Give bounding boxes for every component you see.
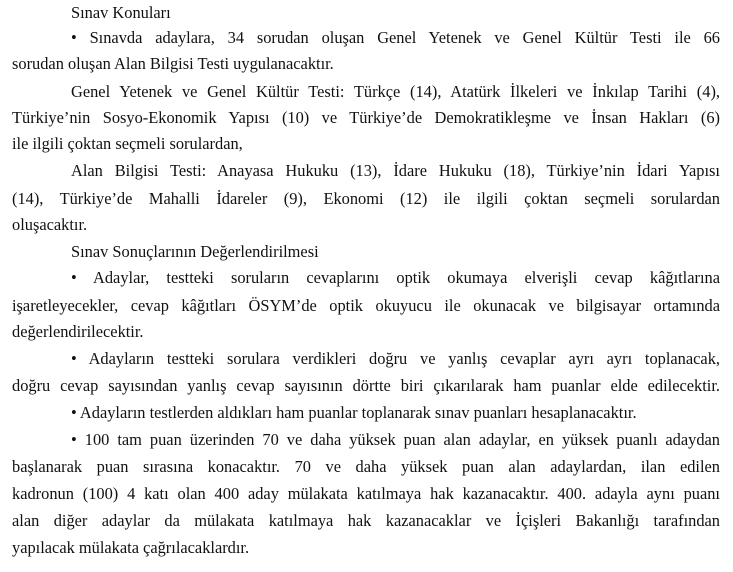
- paragraph-line: ile ilgili çoktan seçmeli sorulardan,: [12, 134, 243, 153]
- section-heading-sinav-konulari: Sınav Konuları: [71, 3, 171, 22]
- paragraph-line: başlanarak puan sırasına konacaktır. 70 ve daha yüksek puan alan adaylardan, ilan edilen: [12, 457, 720, 476]
- paragraph-line: değerlendirilecektir.: [12, 322, 144, 341]
- paragraph-line: işaretleyecekler, cevap kâğıtları ÖSYM’de optik okuyucu ile okunacak ve bilgisayar ortamında: [12, 296, 720, 315]
- paragraph-line: • Sınavda adaylara, 34 sorudan oluşan Genel Yetenek ve Genel Kültür Testi ile 66: [71, 28, 720, 47]
- paragraph-line: sorudan oluşan Alan Bilgisi Testi uygulanacaktır.: [12, 54, 334, 73]
- paragraph-line: Alan Bilgisi Testi: Anayasa Hukuku (13), İdare Hukuku (18), Türkiye’nin İdari Yapısı: [71, 161, 720, 180]
- paragraph-line: Türkiye’nin Sosyo-Ekonomik Yapısı (10) ve Türkiye’de Demokratikleşme ve İnsan Hakları (6): [12, 108, 720, 127]
- paragraph-line: Genel Yetenek ve Genel Kültür Testi: Türkçe (14), Atatürk İlkeleri ve İnkılap Tarihi (4),: [71, 82, 720, 101]
- paragraph-line: • Adaylar, testteki soruların cevaplarını optik okumaya elverişli cevap kâğıtlarına: [71, 268, 720, 287]
- paragraph-line: oluşacaktır.: [12, 215, 88, 234]
- paragraph-line: doğru cevap sayısından yanlış cevap sayısının dörtte biri çıkarılarak ham puanlar elde edilecektir.: [12, 376, 720, 395]
- paragraph-line: yapılacak mülakata çağrılacaklardır.: [12, 538, 250, 557]
- paragraph-line: alan diğer adaylar da mülakata katılmaya hak kazanacaklar ve İçişleri Bakanlığı tarafından: [12, 511, 720, 530]
- paragraph-line: • Adayların testteki sorulara verdikleri doğru ve yanlış cevaplar ayrı ayrı toplanacak,: [71, 349, 720, 368]
- section-heading-sinav-sonuclari: Sınav Sonuçlarının Değerlendirilmesi: [71, 242, 319, 261]
- paragraph-line: kadronun (100) 4 katı olan 400 aday mülakata katılmaya hak kazanacaktır. 400. adayla aynı puanı: [12, 484, 720, 503]
- paragraph-line: • Adayların testlerden aldıkları ham puanlar toplanarak sınav puanları hesaplanacaktır.: [71, 403, 637, 422]
- paragraph-line: • 100 tam puan üzerinden 70 ve daha yüksek puan alan adaylar, en yüksek puanlı adaydan: [71, 430, 720, 449]
- paragraph-line: (14), Türkiye’de Mahalli İdareler (9), Ekonomi (12) ile ilgili çoktan seçmeli sorulardan: [12, 189, 720, 208]
